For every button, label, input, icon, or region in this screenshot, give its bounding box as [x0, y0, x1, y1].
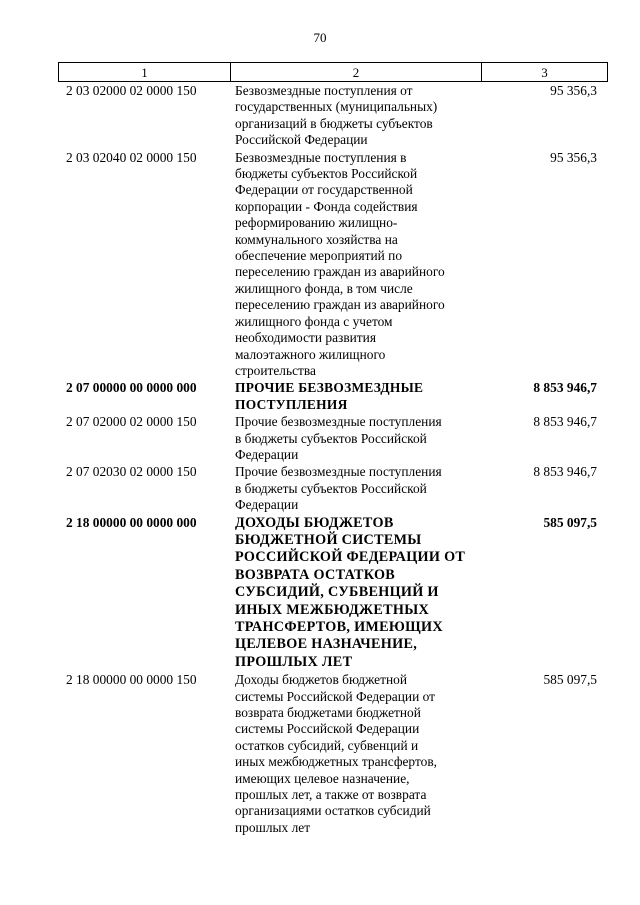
- revenue-name-line: бюджеты субъектов Российской: [235, 166, 418, 182]
- revenue-name-line: строительства: [235, 362, 316, 378]
- budget-code: 2 07 02000 02 0000 150: [66, 414, 197, 430]
- table-row: [58, 672, 604, 836]
- revenue-name-line: РОССИЙСКОЙ ФЕДЕРАЦИИ ОТ: [235, 549, 466, 566]
- amount-value: 95 356,3: [550, 149, 597, 165]
- table-row: [58, 414, 604, 463]
- revenue-name-line: Прочие безвозмездные поступления: [235, 464, 442, 480]
- amount-value: 585 097,5: [543, 514, 597, 530]
- revenue-name-line: имеющих целевое назначение,: [235, 770, 410, 786]
- revenue-name-line: остатков субсидий, субвенций и: [235, 737, 419, 753]
- table-row: [58, 464, 604, 513]
- table-row: [58, 515, 604, 672]
- table-row: [58, 83, 604, 149]
- revenue-name-line: Безвозмездные поступления в: [235, 149, 407, 165]
- revenue-name-line: Доходы бюджетов бюджетной: [235, 672, 408, 688]
- revenue-name-line: Федерации: [235, 497, 299, 513]
- revenue-name: [229, 150, 479, 380]
- revenue-name-line: возврата бюджетами бюджетной: [235, 705, 421, 721]
- amount-value: 8 853 946,7: [533, 464, 597, 480]
- budget-code: 2 18 00000 00 0000 150: [66, 672, 197, 688]
- revenue-name-line: малоэтажного жилищного: [235, 346, 386, 362]
- revenue-name-line: прошлых лет: [235, 819, 311, 835]
- revenue-name-line: системы Российской Федерации от: [235, 688, 435, 704]
- revenue-name-line: ПРОЧИЕ БЕЗВОЗМЕЗДНЫЕ: [235, 380, 424, 396]
- amount-value: 8 853 946,7: [533, 414, 597, 430]
- revenue-name-line: организаций в бюджеты субъектов: [235, 115, 433, 131]
- revenue-name: [229, 515, 479, 672]
- column-header-table: [58, 62, 608, 82]
- revenue-name-line: в бюджеты субъектов Российской: [235, 480, 427, 496]
- revenue-name-line: государственных (муниципальных): [235, 99, 438, 115]
- amount-value: 585 097,5: [543, 672, 597, 688]
- column-header-row: [59, 63, 608, 82]
- revenue-name-line: системы Российской Федерации: [235, 721, 420, 737]
- revenue-name-line: корпорации - Фонда содействия: [235, 198, 418, 214]
- table-row: [58, 380, 604, 413]
- revenue-name-line: обеспечение мероприятий по: [235, 248, 403, 264]
- revenue-name-line: ЦЕЛЕВОЕ НАЗНАЧЕНИЕ,: [235, 636, 418, 653]
- revenue-name-line: иных межбюджетных трансфертов,: [235, 754, 437, 770]
- revenue-name-line: необходимости развития: [235, 330, 376, 346]
- column-header-1: 1: [59, 63, 231, 82]
- column-header-2: 2: [231, 63, 482, 82]
- revenue-name-line: прошлых лет, а также от возврата: [235, 787, 427, 803]
- revenue-name-line: жилищного фонда, в том числе: [235, 280, 413, 296]
- budget-code: 2 07 00000 00 0000 000: [66, 380, 197, 396]
- revenue-name-line: Федерации: [235, 446, 299, 462]
- revenue-name-line: Федерации от государственной: [235, 182, 413, 198]
- column-header-3: 3: [482, 63, 608, 82]
- revenue-name-line: ТРАНСФЕРТОВ, ИМЕЮЩИХ: [235, 619, 443, 635]
- revenue-name-line: жилищного фонда с учетом: [235, 313, 393, 329]
- revenue-name-line: реформированию жилищно-: [235, 215, 398, 231]
- amount-value: 8 853 946,7: [533, 380, 597, 396]
- budget-code: 2 18 00000 00 0000 000: [66, 514, 197, 530]
- revenue-name-line: БЮДЖЕТНОЙ СИСТЕМЫ: [235, 531, 422, 548]
- revenue-name: [229, 464, 479, 513]
- revenue-name-line: ДОХОДЫ БЮДЖЕТОВ: [235, 514, 394, 531]
- budget-code: 2 03 02040 02 0000 150: [66, 149, 197, 165]
- revenue-name-line: Российской Федерации: [235, 132, 368, 148]
- revenue-name: [229, 83, 479, 149]
- revenue-name: [229, 672, 479, 836]
- revenue-name-line: ПРОШЛЫХ ЛЕТ: [235, 653, 353, 670]
- budget-rows: [58, 83, 604, 837]
- revenue-name-line: переселению граждан из аварийного: [235, 297, 445, 313]
- revenue-name-line: Безвозмездные поступления от: [235, 83, 413, 98]
- revenue-name-line: коммунального хозяйства на: [235, 231, 398, 247]
- budget-code: 2 07 02030 02 0000 150: [66, 464, 197, 480]
- revenue-name-line: Прочие безвозмездные поступления: [235, 414, 442, 430]
- revenue-name: [229, 414, 479, 463]
- page-number: 70: [313, 30, 327, 45]
- amount-value: 95 356,3: [550, 83, 597, 98]
- revenue-name-line: в бюджеты субъектов Российской: [235, 430, 427, 446]
- revenue-name-line: ВОЗВРАТА ОСТАТКОВ: [235, 566, 396, 583]
- revenue-name-line: ПОСТУПЛЕНИЯ: [235, 396, 348, 412]
- revenue-name-line: переселению граждан из аварийного: [235, 264, 445, 280]
- revenue-name-line: ИНЫХ МЕЖБЮДЖЕТНЫХ: [235, 601, 429, 618]
- table-row: [58, 150, 604, 380]
- revenue-name: [229, 380, 479, 413]
- budget-code: 2 03 02000 02 0000 150: [66, 83, 197, 98]
- revenue-name-line: СУБСИДИЙ, СУБВЕНЦИЙ И: [235, 584, 439, 601]
- revenue-name-line: организациями остатков субсидий: [235, 803, 431, 819]
